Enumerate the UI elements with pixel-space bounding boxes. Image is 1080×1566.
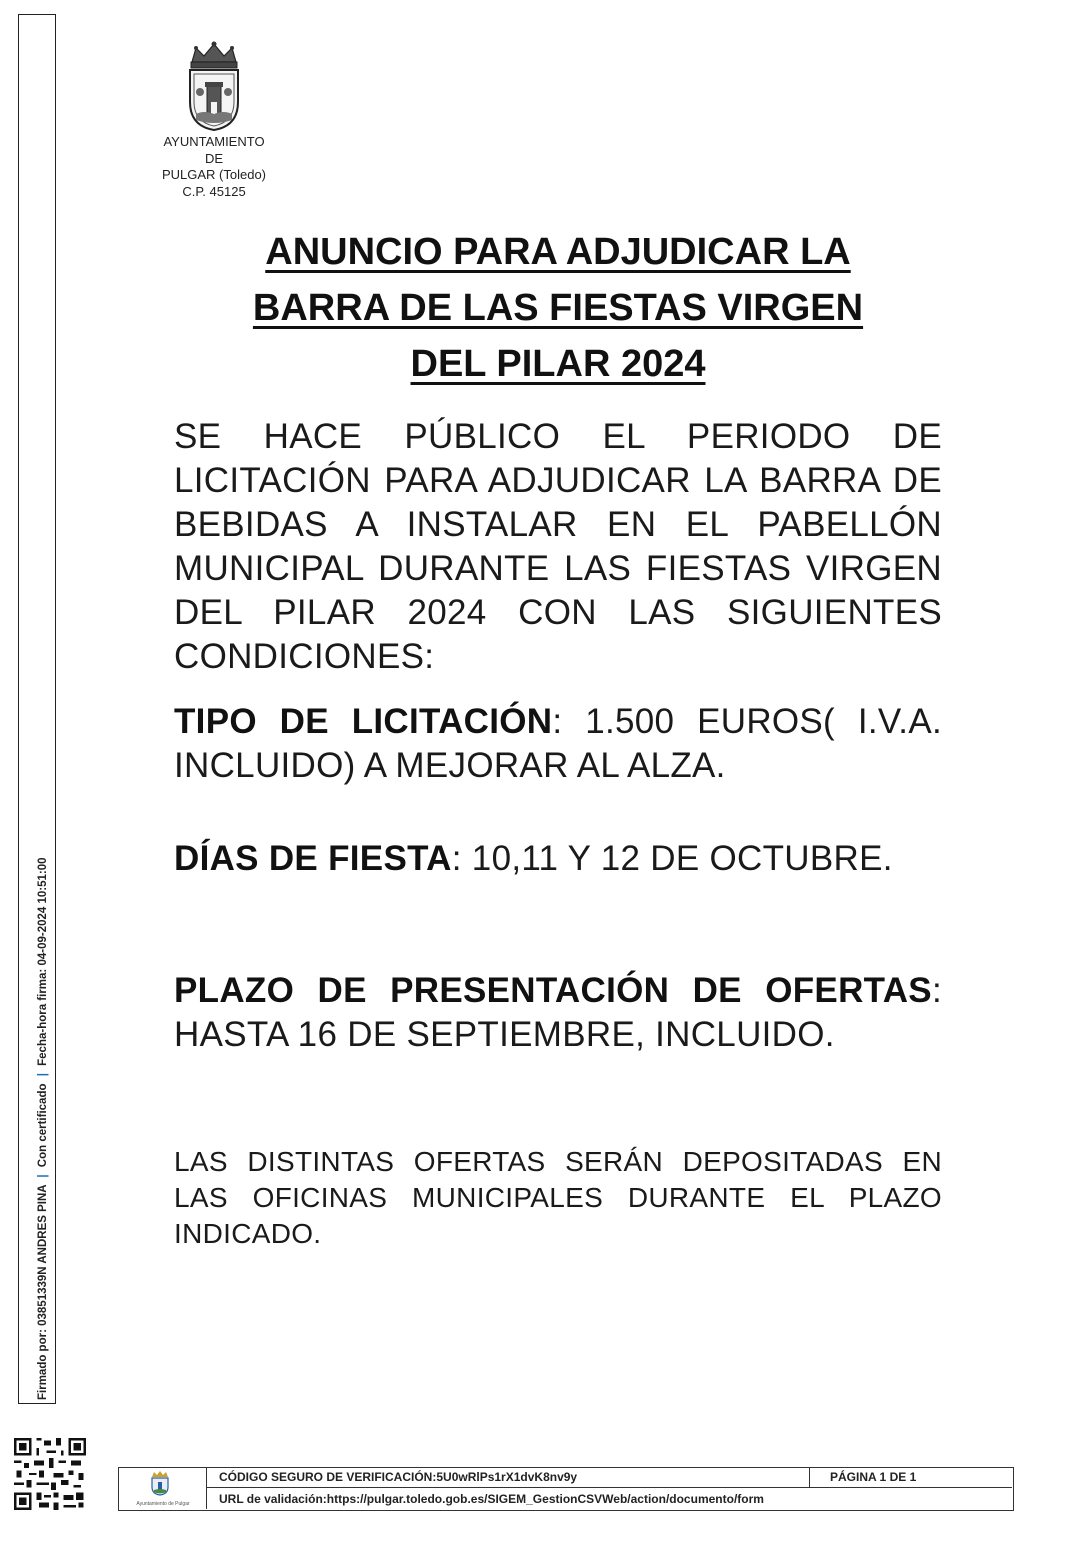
verification-footer — [118, 1467, 1014, 1511]
condition-text: : HASTA 16 DE SEPTIEMBRE, INCLUIDO. — [174, 971, 942, 1054]
condition-label: PLAZO DE PRESENTACIÓN DE OFERTAS — [174, 971, 932, 1010]
signature-separator: | — [37, 1174, 49, 1178]
closing-paragraph: LAS DISTINTAS OFERTAS SERÁN DEPOSITADAS EN LAS OFICINAS MUNICIPALES DURANTE EL PLAZO INDICADO. — [174, 1146, 942, 1249]
qr-code-icon — [14, 1438, 86, 1510]
footer-row — [207, 1468, 1012, 1488]
validation-url[interactable]: URL de validación:https://pulgar.toledo.gob.es/SIGEM_GestionCSVWeb/action/documento/form — [219, 1492, 764, 1506]
certificate-label: Con certificado — [37, 1083, 49, 1168]
coat-of-arms-icon — [182, 40, 246, 132]
condition-plazo — [174, 969, 942, 1057]
intro-paragraph: SE HACE PÚBLICO EL PERIODO DE LICITACIÓN PARA ADJUDICAR LA BARRA DE BEBIDAS A INSTALAR EN EL PABELLÓN MUNICIPAL DURANTE LAS FIESTAS VIRGEN DEL PILAR 2024 CON LAS SIGUIENTES CONDICIONES: — [174, 417, 942, 676]
signature-datetime: Fecha-hora firma: 04-09-2024 10:51:00 — [37, 857, 49, 1066]
municipality-label — [150, 134, 278, 200]
crest-label-line: AYUNTAMIENTO — [163, 134, 265, 149]
condition-dias — [174, 837, 942, 881]
footer-logo-cell — [119, 1468, 207, 1509]
condition-label: DÍAS DE FIESTA — [174, 839, 452, 878]
verification-code: CÓDIGO SEGURO DE VERIFICACIÓN:5U0wRlPs1rX1dvK8nv9y — [207, 1468, 810, 1487]
condition-text: : 1.500 EUROS( I.V.A. INCLUIDO) A MEJORAR AL ALZA. — [174, 702, 942, 785]
signature-text — [37, 857, 49, 1400]
condition-tipo — [174, 700, 942, 788]
coat-of-arms-icon — [147, 1470, 173, 1496]
signed-by: Firmado por: 03851339N ANDRES PINA — [37, 1184, 49, 1400]
page-number: PÁGINA 1 DE 1 — [830, 1470, 917, 1484]
signature-separator-2: | — [37, 1073, 49, 1077]
title-line: BARRA DE LAS FIESTAS VIRGEN — [252, 287, 864, 329]
condition-text: : 10,11 Y 12 DE OCTUBRE. — [451, 839, 893, 878]
crest-label-line: PULGAR (Toledo) — [161, 167, 267, 182]
title-line: ANUNCIO PARA ADJUDICAR LA — [265, 231, 851, 273]
condition-label: TIPO DE LICITACIÓN — [174, 702, 553, 741]
page-title — [160, 224, 956, 392]
footer-logo-caption: Ayuntamiento de Pulgar — [136, 1501, 190, 1507]
title-line: DEL PILAR 2024 — [410, 343, 706, 385]
crest-label-line: DE — [204, 150, 224, 166]
crest-label-line: C.P. 45125 — [182, 183, 246, 199]
